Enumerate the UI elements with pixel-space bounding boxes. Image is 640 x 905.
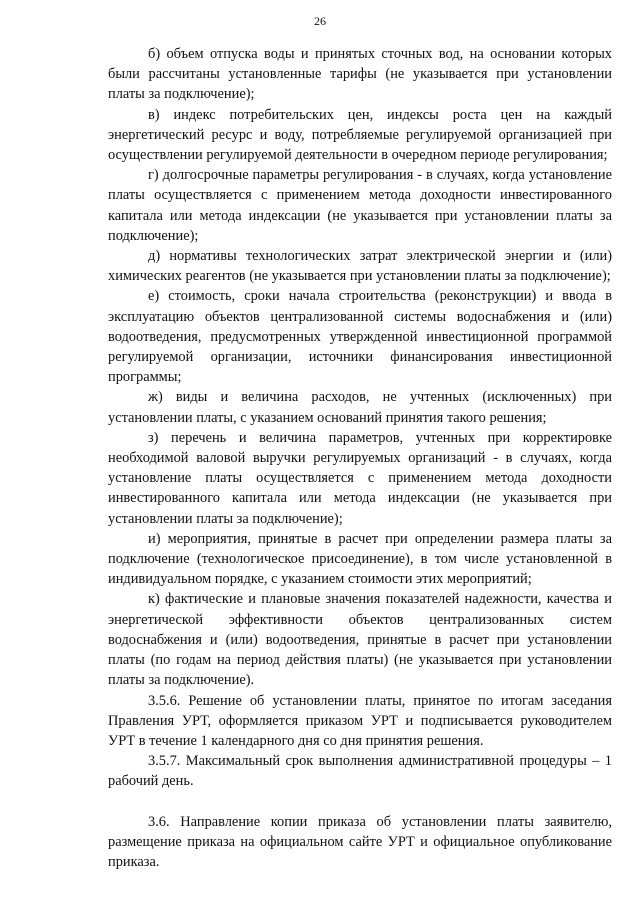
paragraph-z: з) перечень и величина параметров, учтенных при корректировке необходимой валовой выручки регулируемых организаций - в случаях, когда установление платы осуществляется с применением метода доходности инвестированного капитала или метода индексации (не указывается при установлении платы за подключение); [108, 429, 612, 527]
section-3-5-7: 3.5.7. Максимальный срок выполнения административной процедуры – 1 рабочий день. [108, 753, 612, 790]
paragraph-v: в) индекс потребительских цен, индексы роста цен на каждый энергетический ресурс и воду, потребляемые регулируемой организацией при осуществлении регулируемой деятельности в очередном периоде регулирования; [108, 106, 612, 164]
paragraph-zh: ж) виды и величина расходов, не учтенных (исключенных) при установлении платы, с указанием оснований принятия такого решения; [108, 389, 612, 426]
paragraph-i: и) мероприятия, принятые в расчет при определении размера платы за подключение (технологическое присоединение), в том числе установленной в индивидуальном порядке, с указанием стоимости этих мероприятий; [108, 530, 612, 588]
paragraph-g: г) долгосрочные параметры регулирования - в случаях, когда установление платы осуществляется с применением метода доходности инвестированного капитала или метода индексации (не указывается при установлении платы за подключение); [108, 167, 612, 244]
paragraph-b: б) объем отпуска воды и принятых сточных вод, на основании которых были рассчитаны установленные тарифы (не указывается при установлении платы за подключение); [108, 46, 612, 103]
paragraph-d: д) нормативы технологических затрат электрической энергии и (или) химических реагентов (не указывается при установлении платы за подключение); [108, 248, 612, 285]
section-3-6: 3.6. Направление копии приказа об установлении платы заявителю, размещение приказа на официальном сайте УРТ и официальное опубликование приказа. [108, 813, 612, 870]
paragraph-k: к) фактические и плановые значения показателей надежности, качества и энергетической эффективности объектов централизованных систем водоснабжения и (или) водоотведения, принятые в расчет при установлении платы (по годам на период действия платы) (не указывается при установлении платы за подключение). [108, 591, 612, 689]
section-3-5-6: 3.5.6. Решение об установлении платы, принятое по итогам заседания Правления УРТ, оформляется приказом УРТ и подписывается руководителем УРТ в течение 1 календарного дня со дня принятия решения. [108, 692, 612, 749]
page-number: 26 [314, 14, 326, 28]
paragraph-e: е) стоимость, сроки начала строительства (реконструкции) и ввода в эксплуатацию объектов централизованной системы водоснабжения и (или) водоотведения, предусмотренных утвержденной инвестиционной программой регулируемой организации, источники финансирования инвестиционной программы; [108, 288, 612, 386]
document-body [108, 44, 612, 872]
